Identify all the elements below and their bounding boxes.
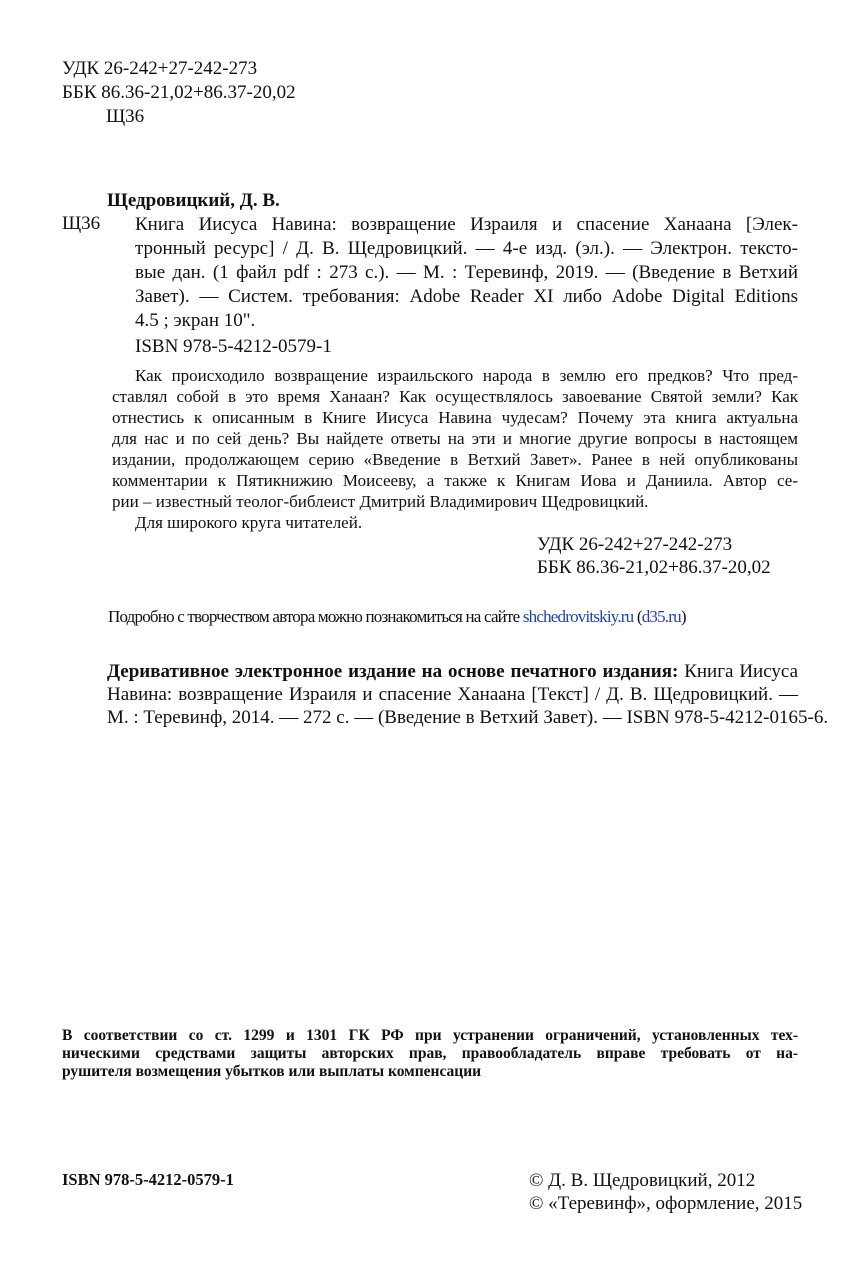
derivative-line: М. : Теревинф, 2014. — 272 с. — (Введение в Ветхий Завет). — ISBN 978-5-4212-0165-6. <box>107 707 829 728</box>
udk-code: УДК 26-242+27-242-273 <box>537 534 733 555</box>
record-line: вые дан. (1 файл pdf : 273 с.). — М. : Теревинф, 2019. — (Введение в Ветхий <box>135 262 798 283</box>
record-line: тронный ресурс] / Д. В. Щедровицкий. — 4-е изд. (эл.). — Электрон. тексто- <box>135 238 798 259</box>
footer-isbn: ISBN 978-5-4212-0579-1 <box>62 1170 234 1189</box>
site-note-text: Подробно с творчеством автора можно познакомиться на сайте <box>108 607 523 626</box>
record-author-sign: Щ36 <box>62 213 101 234</box>
annotation <box>112 365 798 533</box>
derivative-edition-note <box>107 660 829 729</box>
site-link-shchedrovitskiy[interactable]: shchedrovitskiy.ru <box>522 607 634 626</box>
record-line: Книга Иисуса Навина: возвращение Израиля и спасение Ханаана [Элек- <box>135 214 798 235</box>
derivative-line: Навина: возвращение Израиля и спасение Ханаана [Текст] / Д. В. Щедровицкий. — <box>107 684 798 705</box>
annotation-line: отнестись к описанным в Книге Иисуса Навина чудесам? Почему эта книга актуальна <box>112 408 798 427</box>
copyright-author: © Д. В. Щедровицкий, 2012 <box>529 1170 756 1191</box>
annotation-line: для нас и по сей день? Вы найдете ответы на эти и многие другие вопросы в настоящем <box>112 429 798 448</box>
legal-line: рушителя возмещения убытков или выплаты компенсации <box>62 1063 482 1080</box>
legal-notice <box>62 1027 798 1081</box>
bibliographic-record <box>135 213 798 333</box>
record-isbn: ISBN 978-5-4212-0579-1 <box>135 336 332 357</box>
legal-line: ническими средствами защиты авторских прав, правообладатель вправе требовать от на- <box>62 1045 798 1062</box>
record-line: Завет). — Систем. требования: Adobe Reader XI либо Adobe Digital Editions <box>135 286 798 307</box>
copyright-publisher: © «Теревинф», оформление, 2015 <box>529 1193 803 1214</box>
audience-note: Для широкого круга читателей. <box>135 513 363 532</box>
author-sign: Щ36 <box>106 106 145 127</box>
record-line: 4.5 ; экран 10". <box>135 310 256 331</box>
catalog-block-top <box>62 57 296 129</box>
paren-close: ) <box>680 607 686 626</box>
site-link-d35[interactable]: d35.ru <box>641 607 681 626</box>
bbk-code: ББК 86.36-21,02+86.37-20,02 <box>537 557 771 578</box>
author-site-note <box>108 607 686 627</box>
copyright-block <box>529 1169 802 1215</box>
derivative-line <box>107 660 798 683</box>
paren-open: ( <box>633 607 642 626</box>
derivative-lead: Деривативное электронное издание на основе печатного издания: <box>107 661 679 682</box>
udk-code: УДК 26-242+27-242-273 <box>62 58 258 79</box>
catalog-block-right <box>537 533 771 579</box>
legal-line: В соответствии со ст. 1299 и 1301 ГК РФ при устранении ограничений, установленных тех- <box>62 1027 798 1044</box>
annotation-line: рии – известный теолог-библеист Дмитрий Владимирович Щедровицкий. <box>112 492 649 511</box>
annotation-line: Как происходило возвращение израильского народа в землю его предков? Что пред- <box>135 366 798 385</box>
annotation-line: издании, продолжающем серию «Введение в Ветхий Завет». Ранее в ней опубликованы <box>112 450 798 469</box>
derivative-title-start: Книга Иисуса <box>678 661 799 682</box>
record-author: Щедровицкий, Д. В. <box>107 190 280 211</box>
annotation-line: ставлял собой в это время Ханаан? Как осуществлялось завоевание Святой земли? Как <box>112 387 798 406</box>
bbk-code: ББК 86.36-21,02+86.37-20,02 <box>62 82 296 103</box>
annotation-line: комментарии к Пятикнижию Моисееву, а также к Книгам Иова и Даниила. Автор се- <box>112 471 798 490</box>
